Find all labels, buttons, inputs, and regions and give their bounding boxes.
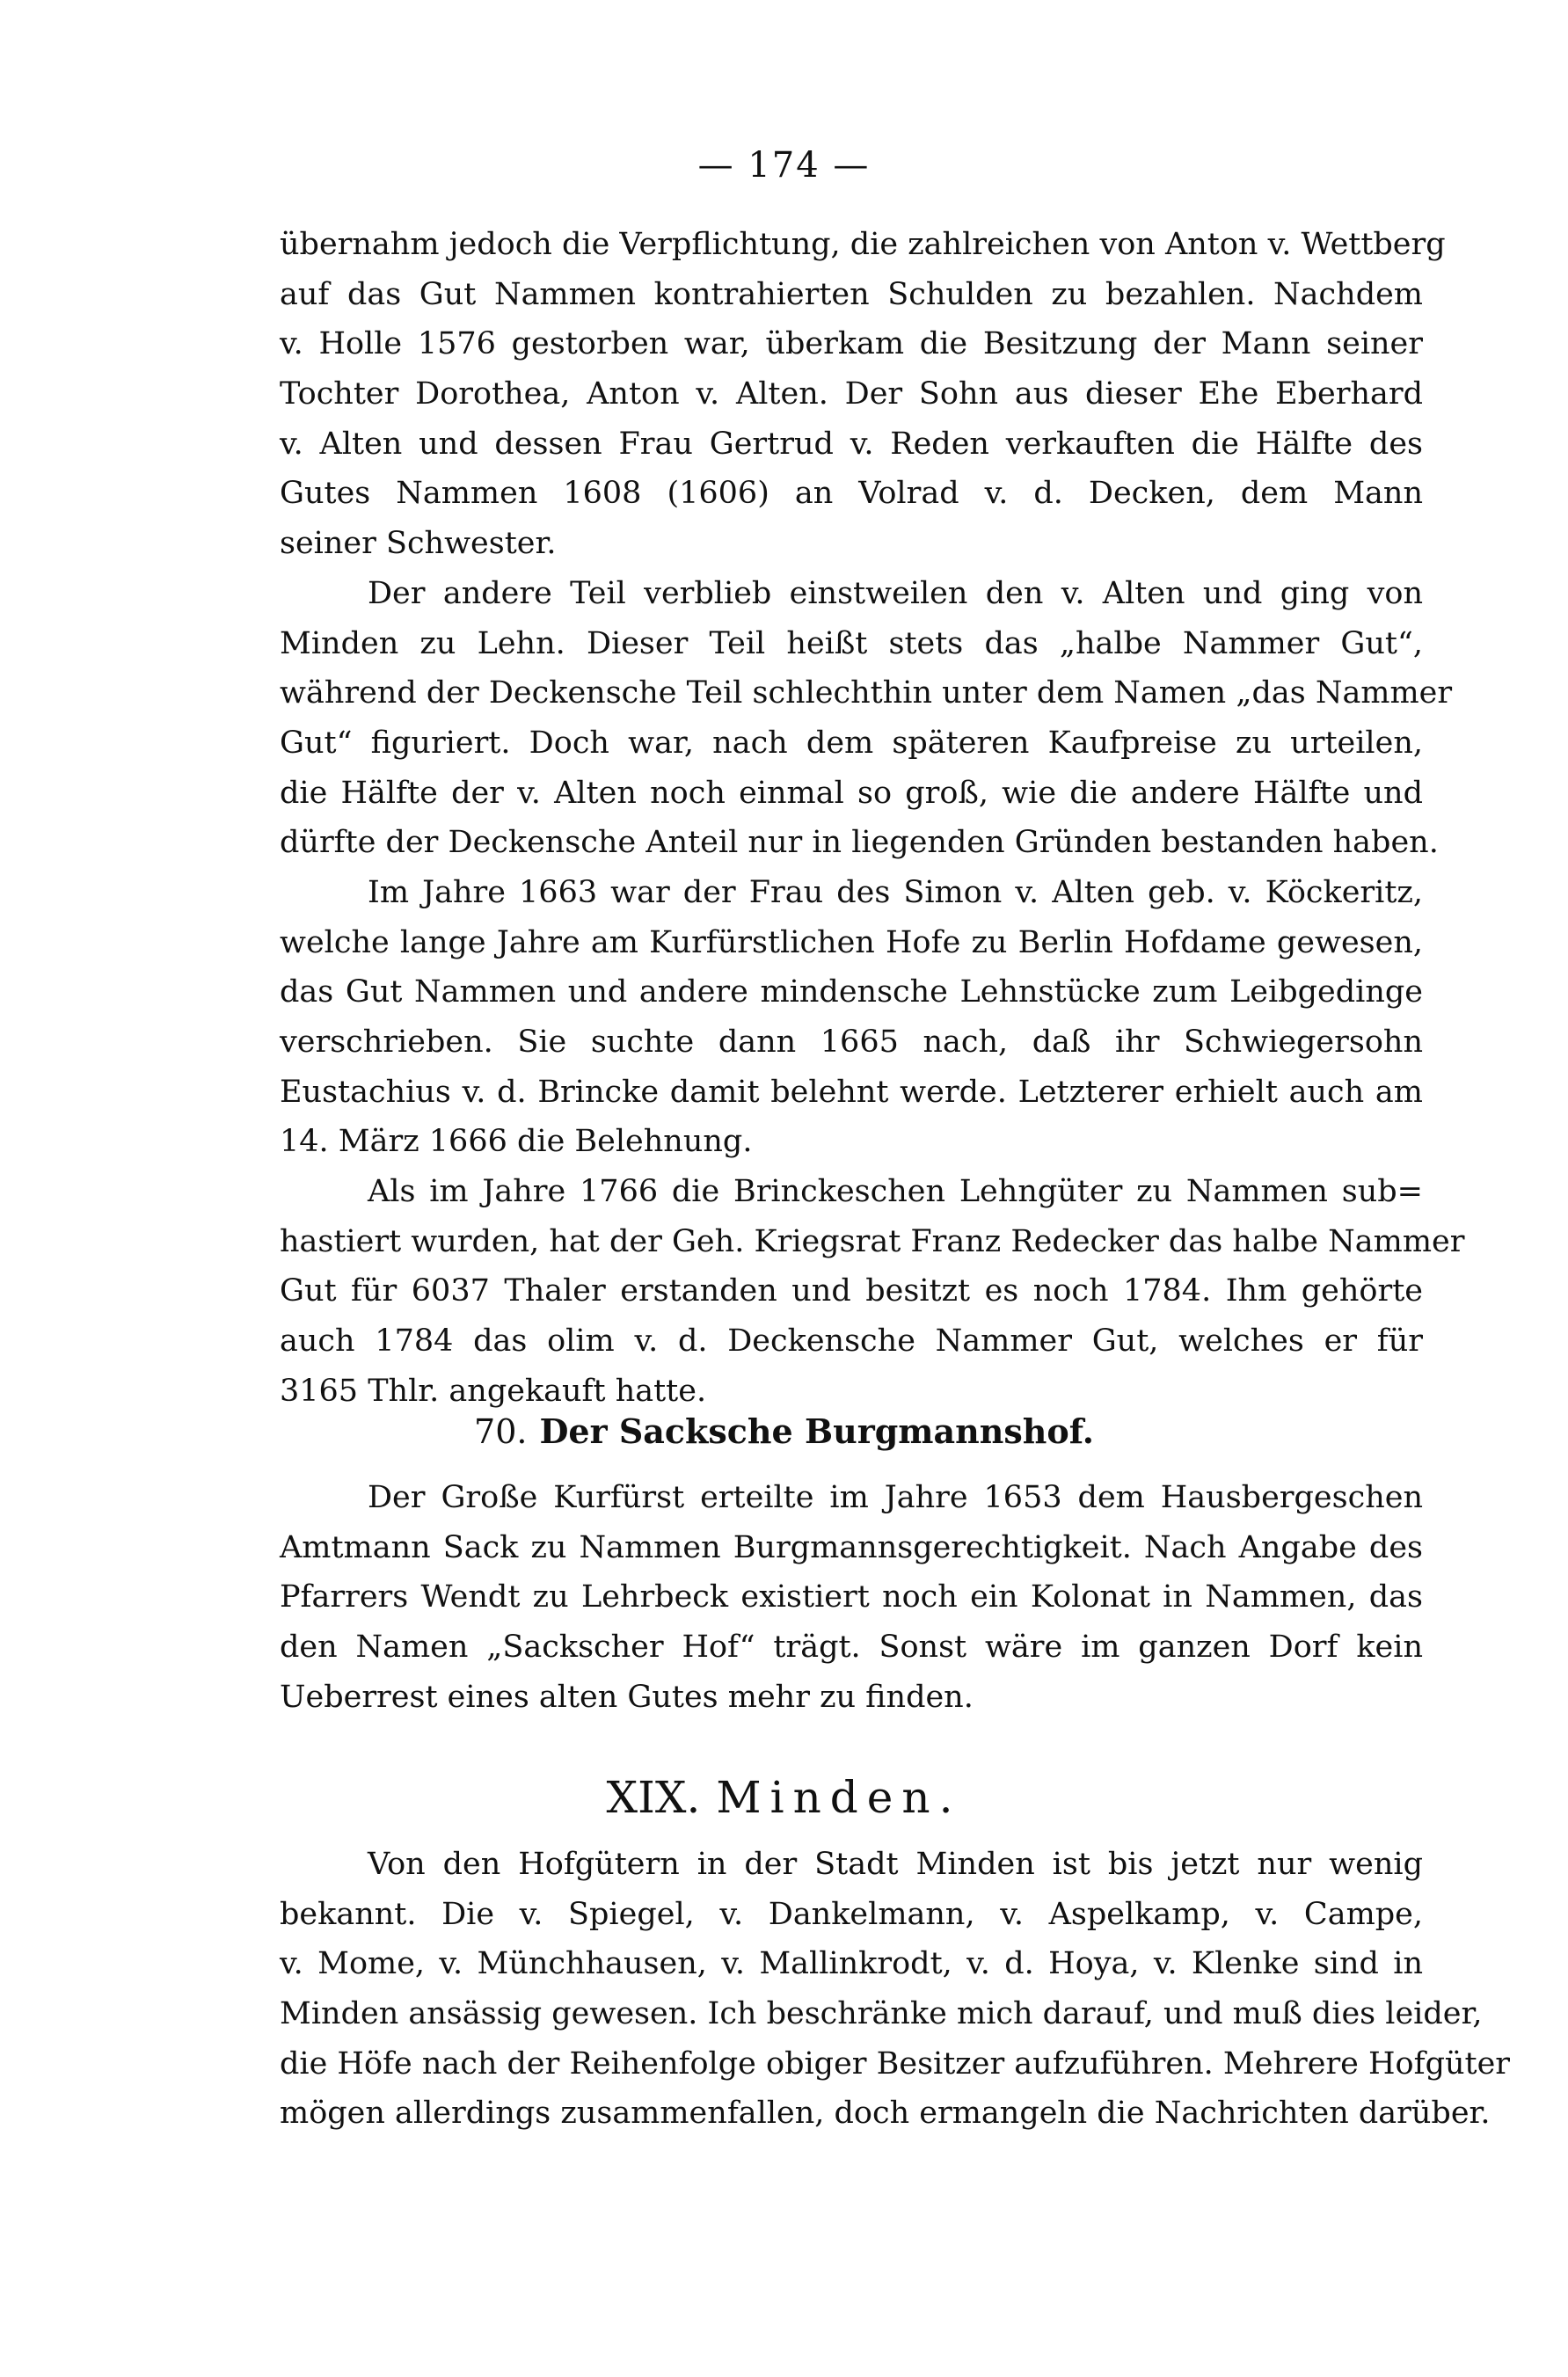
page-number: — 174 — xyxy=(697,145,871,186)
text-line: Der andere Teil verblieb einstweilen den v. Alten und ging von xyxy=(368,575,1423,611)
text-line: Als im Jahre 1766 die Brinckeschen Lehngüter zu Nammen sub= xyxy=(368,1174,1423,1210)
text-line: v. Alten und dessen Frau Gertrud v. Reden verkauften die Hälfte des xyxy=(280,426,1423,462)
text-line: v. Mome, v. Münchhausen, v. Mallinkrodt, v. d. Hoya, v. Klenke sind in xyxy=(280,1946,1423,1982)
text-line: Minden zu Lehn. Dieser Teil heißt stets das „halbe Nammer Gut“, xyxy=(280,625,1423,661)
section-title: Der Sacksche Burgmannshof. xyxy=(539,1411,1094,1451)
text-line: 3165 Thlr. angekauft hatte. xyxy=(280,1373,707,1409)
text-line: bekannt. Die v. Spiegel, v. Dankelmann, v. Aspelkamp, v. Campe, xyxy=(280,1896,1423,1932)
text-line: Im Jahre 1663 war der Frau des Simon v. Alten geb. v. Köckeritz, xyxy=(368,874,1423,910)
chapter-number: XIX. xyxy=(606,1772,701,1823)
text-line: Pfarrers Wendt zu Lehrbeck existiert noch ein Kolonat in Nammen, das xyxy=(280,1579,1423,1615)
chapter-title: Minden. xyxy=(716,1772,962,1823)
text-line: welche lange Jahre am Kurfürstlichen Hofe zu Berlin Hofdame gewesen, xyxy=(280,924,1423,960)
section-number: 70. xyxy=(474,1412,528,1451)
text-line: die Höfe nach der Reihenfolge obiger Besitzer aufzuführen. Mehrere Hofgüter xyxy=(280,2045,1511,2082)
text-line: Minden ansässig gewesen. Ich beschränke mich darauf, und muß dies leider, xyxy=(280,1996,1483,2032)
text-line: mögen allerdings zusammenfallen, doch ermangeln die Nachrichten darüber. xyxy=(280,2096,1491,2132)
text-line: auf das Gut Nammen kontrahierten Schulden zu bezahlen. Nachdem xyxy=(280,276,1423,312)
text-line: dürfte der Deckensche Anteil nur in liegenden Gründen bestanden haben. xyxy=(280,825,1439,861)
text-line: während der Deckensche Teil schlechthin unter dem Namen „das Nammer xyxy=(280,675,1453,711)
text-line: auch 1784 das olim v. d. Deckensche Nammer Gut, welches er für xyxy=(280,1323,1423,1360)
text-line: verschrieben. Sie suchte dann 1665 nach, daß ihr Schwiegersohn xyxy=(280,1024,1423,1060)
text-line: übernahm jedoch die Verpflichtung, die zahlreichen von Anton v. Wettberg xyxy=(280,227,1446,262)
section-70-body xyxy=(280,1473,1423,1722)
text-line: das Gut Nammen und andere mindensche Lehnstücke zum Leibgedinge xyxy=(280,974,1423,1010)
paragraph-continuation xyxy=(280,220,1465,1417)
text-line: Amtmann Sack zu Nammen Burgmannsgerechtigkeit. Nach Angabe des xyxy=(280,1529,1423,1565)
text-line: 14. März 1666 die Belehnung. xyxy=(280,1124,753,1160)
chapter-heading-xix xyxy=(0,1772,1568,1823)
text-line: Von den Hofgütern in der Stadt Minden ist bis jetzt nur wenig xyxy=(368,1847,1423,1882)
text-line: v. Holle 1576 gestorben war, überkam die Besitzung der Mann seiner xyxy=(280,326,1423,362)
text-line: Gutes Nammen 1608 (1606) an Volrad v. d. Decken, dem Mann xyxy=(280,476,1423,512)
text-line: Tochter Dorothea, Anton v. Alten. Der Sohn aus dieser Ehe Eberhard xyxy=(280,376,1423,412)
section-heading-70 xyxy=(0,1411,1568,1451)
text-line: hastiert wurden, hat der Geh. Kriegsrat Franz Redecker das halbe Nammer xyxy=(280,1223,1465,1259)
text-line: Eustachius v. d. Brincke damit belehnt werde. Letzterer erhielt auch am xyxy=(280,1074,1423,1110)
chapter-xix-body xyxy=(280,1840,1511,2139)
text-line: Gut für 6037 Thaler erstanden und besitzt es noch 1784. Ihm gehörte xyxy=(280,1273,1423,1309)
text-line: seiner Schwester. xyxy=(280,526,557,562)
text-line: Ueberrest eines alten Gutes mehr zu finden. xyxy=(280,1679,974,1715)
text-line: den Namen „Sackscher Hof“ trägt. Sonst wäre im ganzen Dorf kein xyxy=(280,1630,1423,1666)
text-line: Gut“ figuriert. Doch war, nach dem späteren Kaufpreise zu urteilen, xyxy=(280,725,1423,761)
text-line: die Hälfte der v. Alten noch einmal so groß, wie die andere Hälfte und xyxy=(280,775,1423,811)
text-line: Der Große Kurfürst erteilte im Jahre 1653 dem Hausbergeschen xyxy=(368,1480,1423,1515)
